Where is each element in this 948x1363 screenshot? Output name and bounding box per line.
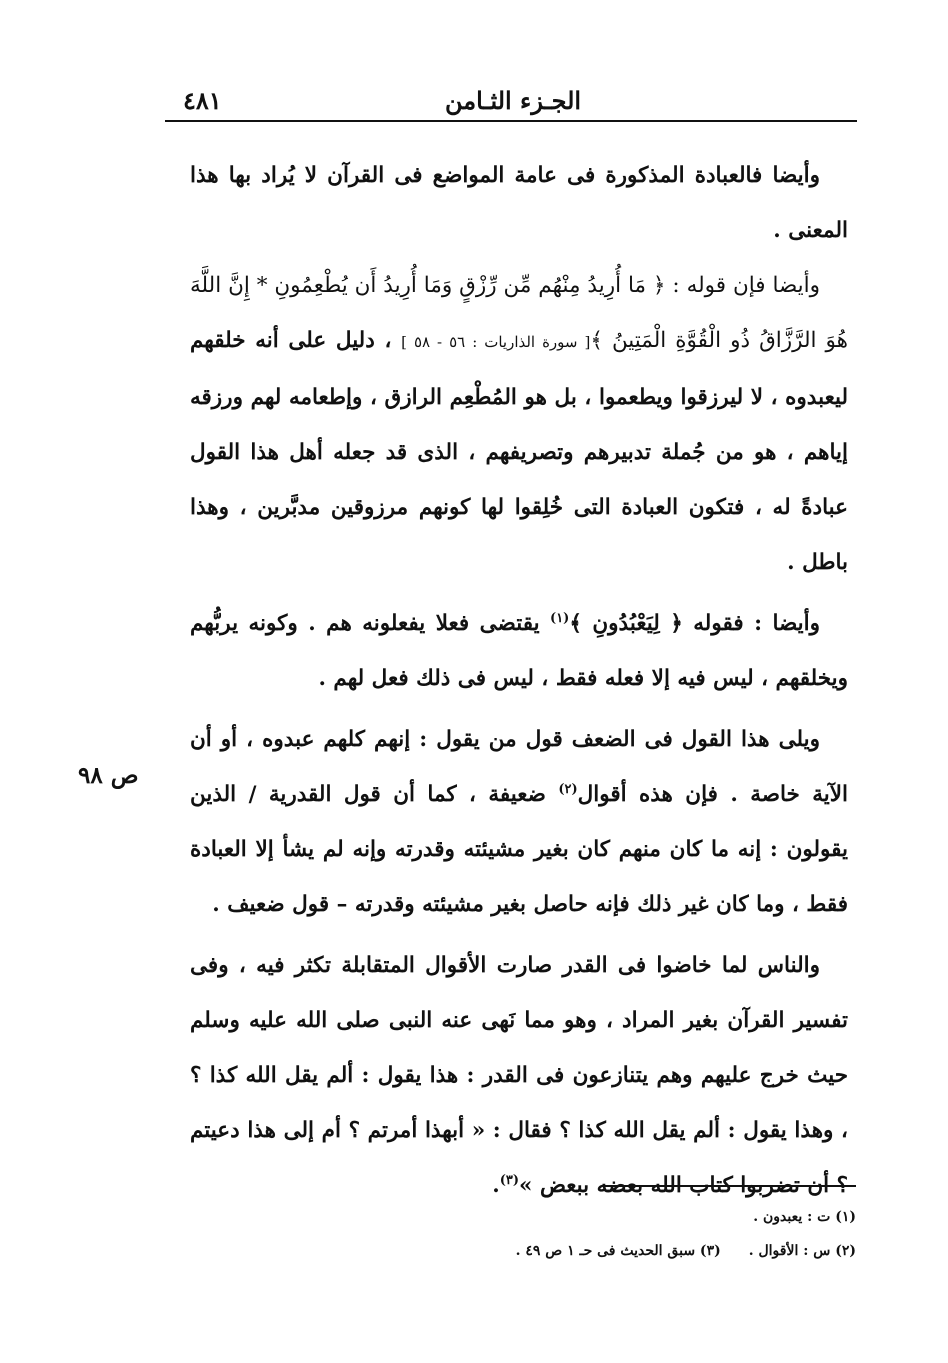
footnote-marker: (٢) <box>558 781 578 797</box>
footnote-1: (١) ت : يعبدون . <box>753 1209 856 1225</box>
page-number: ٤٨١ <box>183 86 222 115</box>
paragraph-text: وأيضا فالعبادة المذكورة فى عامة المواضع فى القرآن لا يُراد بها هذا المعنى . <box>190 163 848 243</box>
margin-page-reference: ص ٩٨ <box>78 762 139 789</box>
footnote-marker: (٣) <box>499 1172 520 1188</box>
paragraph <box>190 712 848 932</box>
footnote-3: (٣) سبق الحديث فى حـ ١ ص ٤٩ . <box>515 1243 721 1259</box>
footnote-row <box>370 1200 856 1234</box>
footnote-rule <box>602 1185 856 1187</box>
paragraph-text: . <box>492 1173 500 1198</box>
footnote-row <box>370 1234 856 1268</box>
main-text <box>190 148 848 1219</box>
paragraph <box>190 148 848 258</box>
page-header <box>165 82 855 122</box>
paragraph-text: ضعيفة ، كما أن قول القدرية / الذين يقولون : إنه ما كان منهم كان بغير مشيئته وقدرته وإنه لم يشأ إلا العبادة فقط ، وما كان غير ذلك فإنه حاصل بغير مشيئته وقدرته – قول ضعيف . <box>190 782 848 917</box>
surah-reference: [ سورة الذاريات : ٥٦ - ٥٨ ] <box>401 333 591 351</box>
footnotes <box>370 1200 856 1268</box>
paragraph <box>190 938 848 1213</box>
paragraph <box>190 258 848 590</box>
paragraph-text: يقتضى فعلا يفعلونه هم . وكونه يربُّهم ويخلقهم ، ليس فيه إلا فعله فقط ، ليس فى ذلك فعل لهم . <box>190 611 848 691</box>
paragraph <box>190 596 848 706</box>
footnote-marker: (١) <box>550 610 570 626</box>
paragraph-text: ويلى هذا القول فى الضعف قول من يقول : إنهم كلهم عبدوه ، أو أن الآية خاصة . فإن هذه أقوال <box>190 727 848 807</box>
paragraph-text: والناس لما خاضوا فى القدر صارت الأقوال المتقابلة تكثر فيه ، وفى تفسير القرآن بغير المراد ، وهو مما نَهى عنه النبى صلى الله عليه وسلم حيث خرج عليهم وهم يتنازعون فى القدر : هذا يقول : ألم يقل الله كذا ؟ ، وهذا يقول : ألم يقل الله كذا ؟ فقال : « أبهذا أمرتم ؟ أم إلى هذا دعيتم ؟ أن تضربوا كتاب الله بعضه ببعض » <box>190 953 848 1198</box>
footnote-2: (٢) س : الأقوال . <box>748 1243 856 1259</box>
paragraph-text: ، دليل على أنه خلقهم ليعبدوه ، لا ليرزقوا ويطعموا ، بل هو المُطْعِم الرازق ، وإطعامه لهم ورزقه إياهم ، هو من جُملة تدبيرهم وتصريفهم ، الذى قد جعله أهل هذا القول عبادةً له ، فتكون العبادة التى خُلِقوا لها كونهم مرزوقين مدبَّرين ، وهذا باطل . <box>190 328 848 575</box>
paragraph-text: وأيضا : فقوله ﴿ لِيَعْبُدُونِ ﴾ <box>569 611 821 636</box>
running-title: الجـزء الثـامن <box>445 86 582 115</box>
quran-quote: وأيضا فإن قوله : ﴿ مَا أُرِيدُ مِنْهُم مِّن رِّزْقٍ وَمَا أُرِيدُ أَن يُطْعِمُونِ * إِنَّ اللَّهَ هُوَ الرَّزَّاقُ ذُو الْقُوَّةِ الْمَتِينُ ﴾ <box>190 273 848 353</box>
header-rule <box>165 120 857 122</box>
